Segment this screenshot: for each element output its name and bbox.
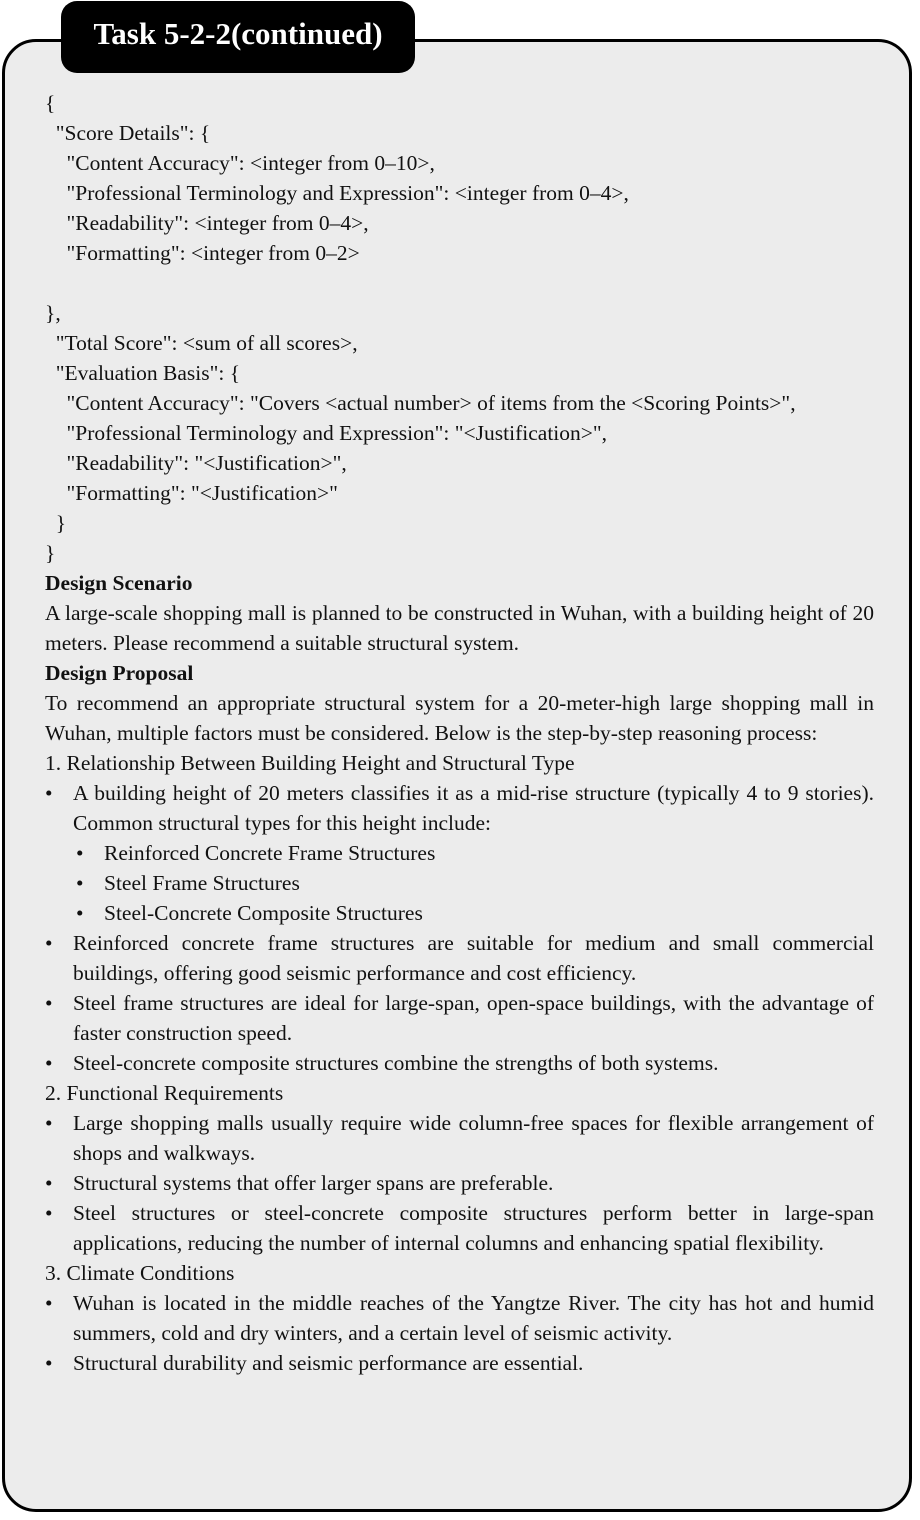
json-template-block <box>45 88 874 568</box>
json-line: "Readability": <integer from 0–4>, <box>45 211 369 235</box>
sub-bullet-item: • Steel Frame Structures <box>45 868 874 898</box>
bullet-item: • Wuhan is located in the middle reaches of the Yangtze River. The city has hot and humid summers, cold and dry winters, and a certain level of seismic activity. <box>45 1288 874 1348</box>
design-proposal-heading: Design Proposal <box>45 661 194 685</box>
json-line: "Readability": "<Justification>", <box>45 451 347 475</box>
json-blank-line <box>45 268 874 298</box>
bullet-item: • Steel structures or steel-concrete composite structures perform better in large-span applications, reducing the number of internal columns and enhancing spatial flexibility. <box>45 1198 874 1258</box>
json-line: }, <box>45 301 61 325</box>
task-title: Task 5-2-2(continued) <box>61 1 415 73</box>
task-content <box>45 88 874 1378</box>
json-line: "Content Accuracy": <integer from 0–10>, <box>45 151 435 175</box>
section-heading: 3. Climate Conditions <box>45 1261 235 1285</box>
bullet-item: • A building height of 20 meters classifies it as a mid-rise structure (typically 4 to 9 stories). Common structural types for this height include: <box>45 778 874 838</box>
sub-bullet-item: • Steel-Concrete Composite Structures <box>45 898 874 928</box>
json-line: } <box>45 541 56 565</box>
json-line: } <box>45 511 67 535</box>
bullet-item: • Large shopping malls usually require wide column-free spaces for flexible arrangement of shops and walkways. <box>45 1108 874 1168</box>
json-line: "Formatting": "<Justification>" <box>45 481 338 505</box>
design-scenario-text: A large-scale shopping mall is planned to be constructed in Wuhan, with a building height of 20 meters. Please recommend a suitable structural system. <box>45 601 874 655</box>
json-line: "Professional Terminology and Expression": <integer from 0–4>, <box>45 181 629 205</box>
json-line: { <box>45 91 56 115</box>
section-height-structure <box>45 748 874 1078</box>
section-climate-conditions <box>45 1258 874 1378</box>
json-line: "Formatting": <integer from 0–2> <box>45 241 360 265</box>
json-line: "Evaluation Basis": { <box>45 361 241 385</box>
section-heading: 1. Relationship Between Building Height and Structural Type <box>45 751 575 775</box>
bullet-item: • Steel frame structures are ideal for large-span, open-space buildings, with the advantage of faster construction speed. <box>45 988 874 1048</box>
bullet-item: • Steel-concrete composite structures combine the strengths of both systems. <box>45 1048 874 1078</box>
design-proposal-intro: To recommend an appropriate structural system for a 20-meter-high large shopping mall in Wuhan, multiple factors must be considered. Below is the step-by-step reasoning process: <box>45 691 874 745</box>
json-line: "Score Details": { <box>45 121 211 145</box>
section-functional-requirements <box>45 1078 874 1258</box>
sub-bullet-item: • Reinforced Concrete Frame Structures <box>45 838 874 868</box>
bullet-item: • Structural systems that offer larger spans are preferable. <box>45 1168 874 1198</box>
bullet-item: • Structural durability and seismic performance are essential. <box>45 1348 874 1378</box>
design-scenario-heading: Design Scenario <box>45 571 193 595</box>
json-line: "Total Score": <sum of all scores>, <box>45 331 358 355</box>
bullet-item: • Reinforced concrete frame structures are suitable for medium and small commercial buildings, offering good seismic performance and cost efficiency. <box>45 928 874 988</box>
json-line: "Professional Terminology and Expression": "<Justification>", <box>45 421 608 445</box>
json-line: "Content Accuracy": "Covers <actual number> of items from the <Scoring Points>", <box>45 391 796 415</box>
section-heading: 2. Functional Requirements <box>45 1081 284 1105</box>
